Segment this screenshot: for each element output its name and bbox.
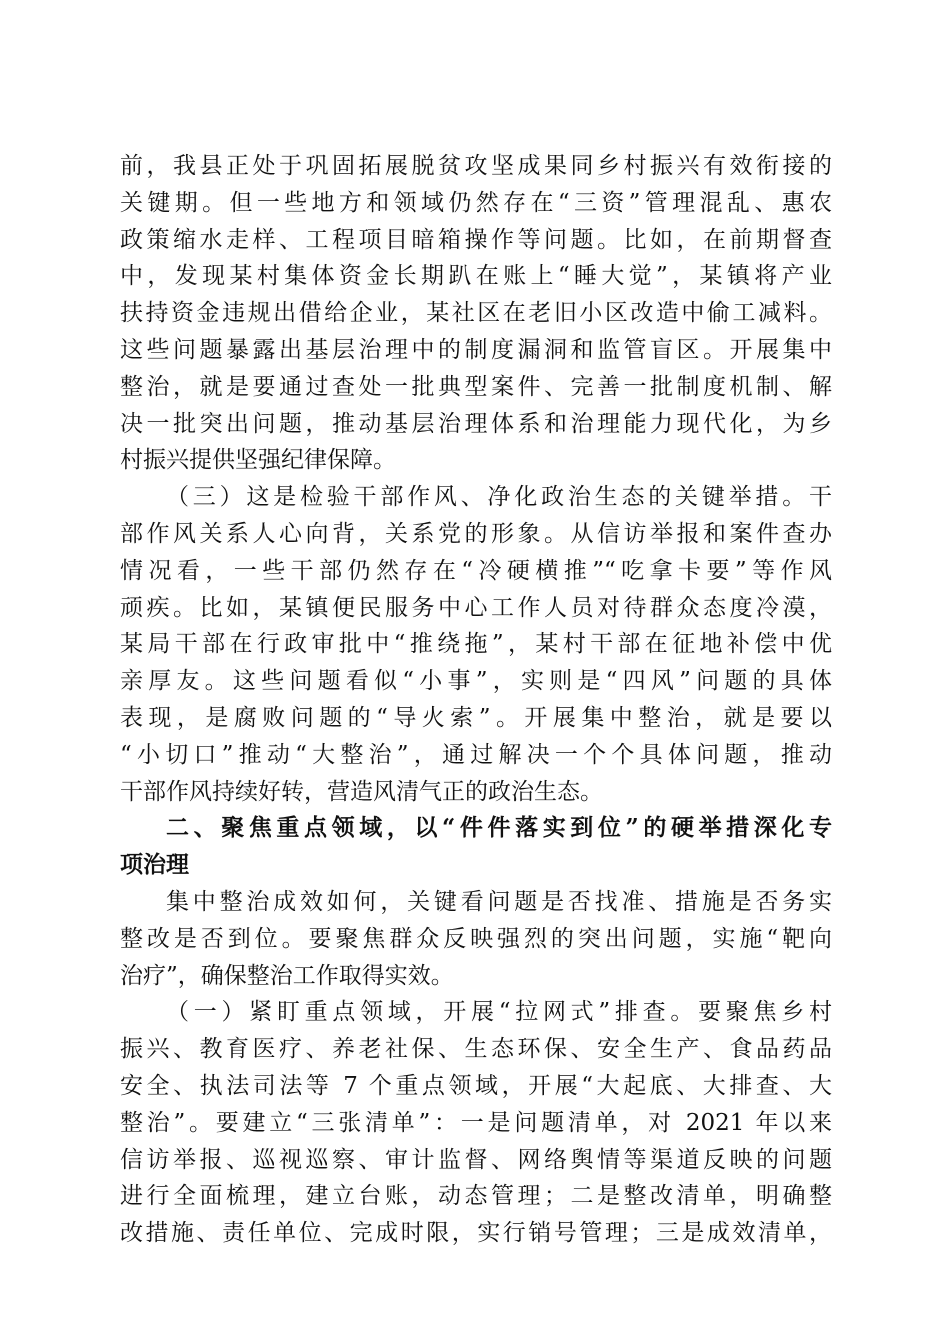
- body-line: 情况看，一些干部仍然存在“冷硬横推”“吃拿卡要”等作风: [120, 557, 832, 584]
- section-heading-line: 项治理: [120, 851, 189, 879]
- body-line: 扶持资金违规出借给企业，某社区在老旧小区改造中偷工减料。: [120, 300, 832, 327]
- body-line: 进行全面梳理，建立台账，动态管理；二是整改清单，明确整: [120, 1183, 832, 1210]
- body-line: 亲厚友。这些问题看似“小事”，实则是“四风”问题的具体: [120, 668, 832, 695]
- body-line: 信访举报、巡视巡察、审计监督、网络舆情等渠道反映的问题: [120, 1146, 832, 1173]
- document-body: [120, 148, 832, 1252]
- body-line: 安全、执法司法等 7 个重点领域，开展“大起底、大排查、大: [120, 1072, 832, 1099]
- body-line: 改措施、责任单位、完成时限，实行销号管理；三是成效清单，: [120, 1220, 832, 1247]
- body-line: 决一批突出问题，推动基层治理体系和治理能力现代化，为乡: [120, 410, 832, 437]
- subsection-title-line: （一）紧盯重点领域，开展“拉网式”排查。要聚焦乡村: [166, 999, 832, 1026]
- subsection-title-line: （三）这是检验干部作风、净化政治生态的关键举措。干: [166, 484, 832, 511]
- body-line: 部作风关系人心向背，关系党的形象。从信访举报和案件查办: [120, 520, 832, 547]
- body-line: 振兴、教育医疗、养老社保、生态环保、安全生产、食品药品: [120, 1036, 832, 1063]
- body-line: 这些问题暴露出基层治理中的制度漏洞和监管盲区。开展集中: [120, 336, 832, 363]
- body-line: 整治，就是要通过查处一批典型案件、完善一批制度机制、解: [120, 373, 832, 400]
- section-heading-line: 二、聚焦重点领域，以“件件落实到位”的硬举措深化专: [166, 814, 832, 842]
- body-line: 集中整治成效如何，关键看问题是否找准、措施是否务实: [166, 888, 832, 915]
- body-line: 整改是否到位。要聚焦群众反映强烈的突出问题，实施“靶向: [120, 925, 832, 952]
- body-line: 前，我县正处于巩固拓展脱贫攻坚成果同乡村振兴有效衔接的: [120, 153, 832, 179]
- body-line: 某局干部在行政审批中“推绕拖”，某村干部在征地补偿中优: [120, 631, 832, 658]
- body-line: 关键期。但一些地方和领域仍然存在“三资”管理混乱、惠农: [120, 189, 832, 216]
- body-line: “小切口”推动“大整治”，通过解决一个个具体问题，推动: [120, 741, 832, 768]
- body-line: 整治”。要建立“三张清单”：一是问题清单，对 2021 年以来: [120, 1109, 832, 1136]
- body-line: 中，发现某村集体资金长期趴在账上“睡大觉”，某镇将产业: [120, 263, 832, 290]
- body-line: 顽疾。比如，某镇便民服务中心工作人员对待群众态度冷漠，: [120, 594, 832, 621]
- body-line: 政策缩水走样、工程项目暗箱操作等问题。比如，在前期督查: [120, 226, 832, 253]
- body-line: 干部作风持续好转，营造风清气正的政治生态。: [120, 778, 603, 805]
- body-line: 表现，是腐败问题的“导火索”。开展集中整治，就是要以: [120, 704, 832, 731]
- body-line: 治疗”，确保整治工作取得实效。: [120, 962, 454, 989]
- body-line: 村振兴提供坚强纪律保障。: [120, 447, 396, 474]
